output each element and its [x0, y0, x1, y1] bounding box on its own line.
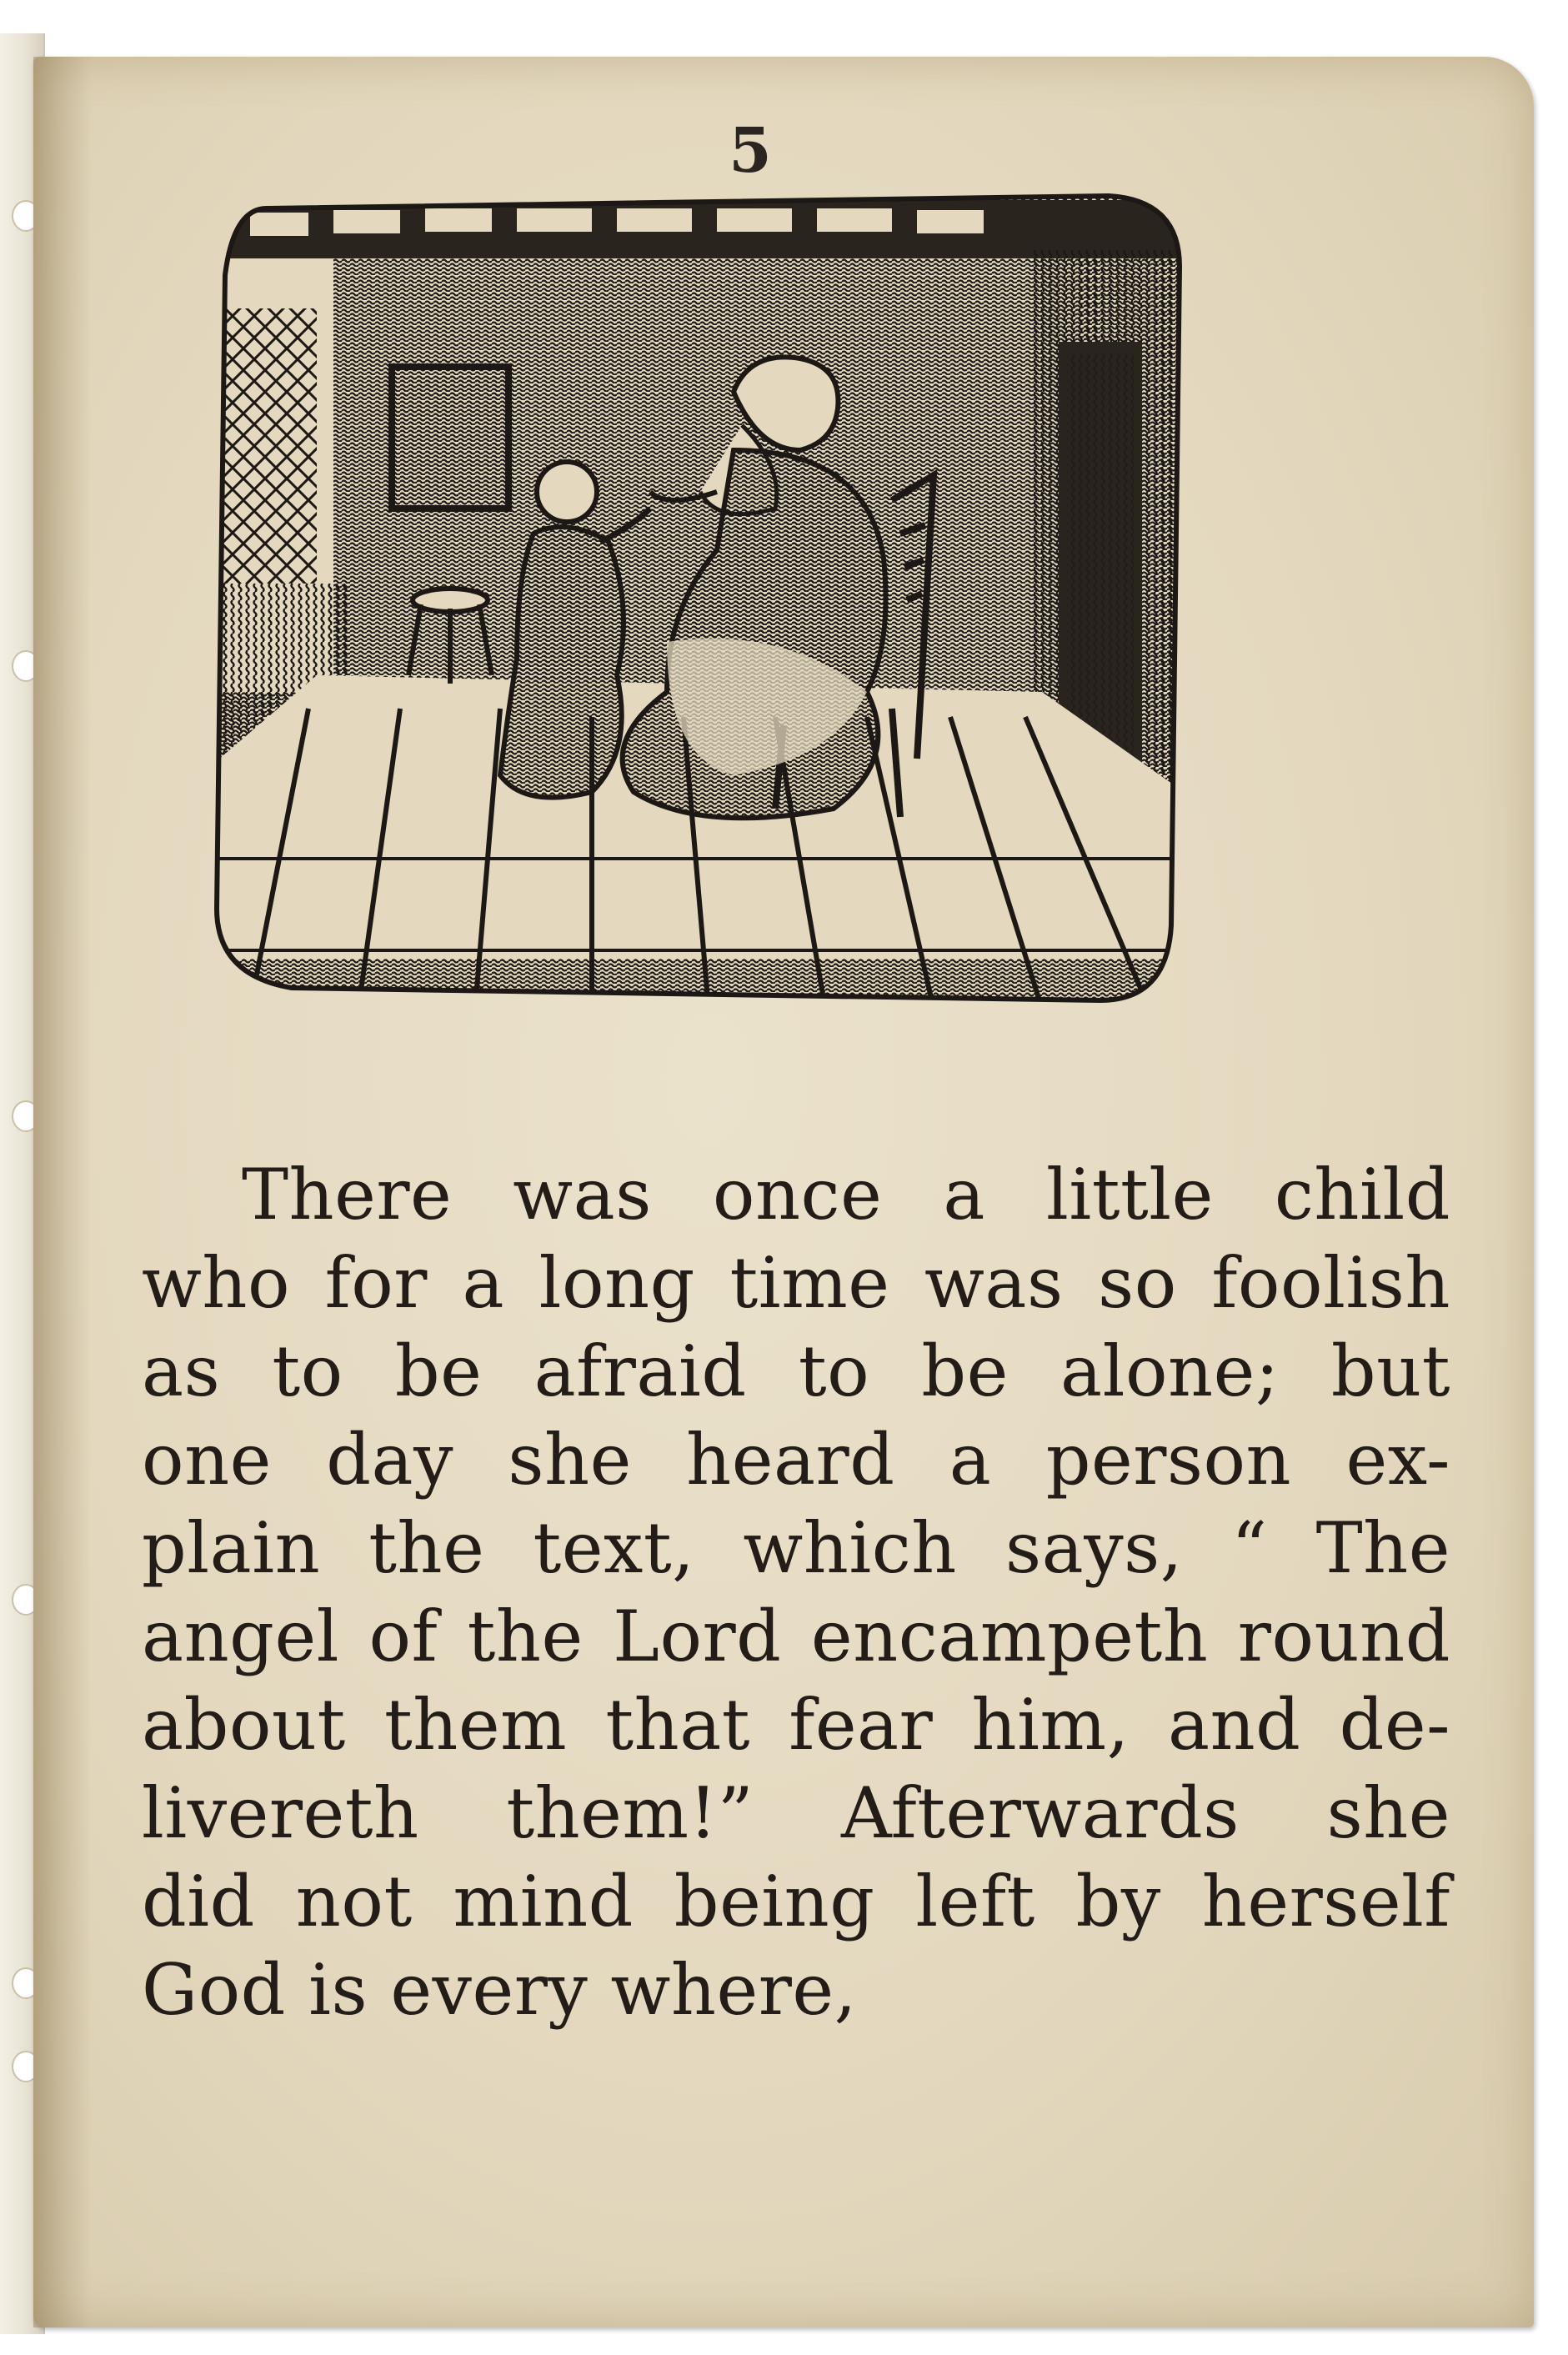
text-line-content: one day she heard a person ex-: [142, 1419, 1450, 1501]
woodcut-illustration: [200, 175, 1184, 1050]
gutter-shadow: [33, 57, 92, 2327]
text-line-content: who for a long time was so foolish: [142, 1242, 1450, 1324]
text-line-content: There was once a little child: [242, 1154, 1450, 1235]
text-line: [142, 1239, 1450, 1327]
body-text: [142, 1150, 1450, 2034]
text-line-content: as to be afraid to be alone; but: [142, 1330, 1450, 1412]
text-line: [142, 1592, 1450, 1681]
text-line-content: livereth them!” Afterwards she: [142, 1772, 1450, 1854]
text-line-content: plain the text, which says, “ The: [142, 1507, 1450, 1589]
page-number-text: 5: [729, 115, 772, 187]
text-line: [142, 1416, 1450, 1504]
text-line: [142, 1504, 1450, 1592]
text-line-content: did not mind being left by herself: [142, 1861, 1450, 1942]
text-line-content: angel of the Lord encampeth round: [142, 1596, 1450, 1677]
text-line: [142, 1150, 1450, 1239]
text-line: [142, 1946, 1450, 2034]
text-line: [142, 1327, 1450, 1416]
text-line: [142, 1857, 1450, 1946]
text-line: [142, 1769, 1450, 1857]
woodcut-svg: [200, 175, 1184, 1050]
text-line-content: about them that fear him, and de-: [142, 1684, 1450, 1766]
text-line: [142, 1681, 1450, 1769]
text-line-content: God is every where,: [142, 1949, 857, 2031]
